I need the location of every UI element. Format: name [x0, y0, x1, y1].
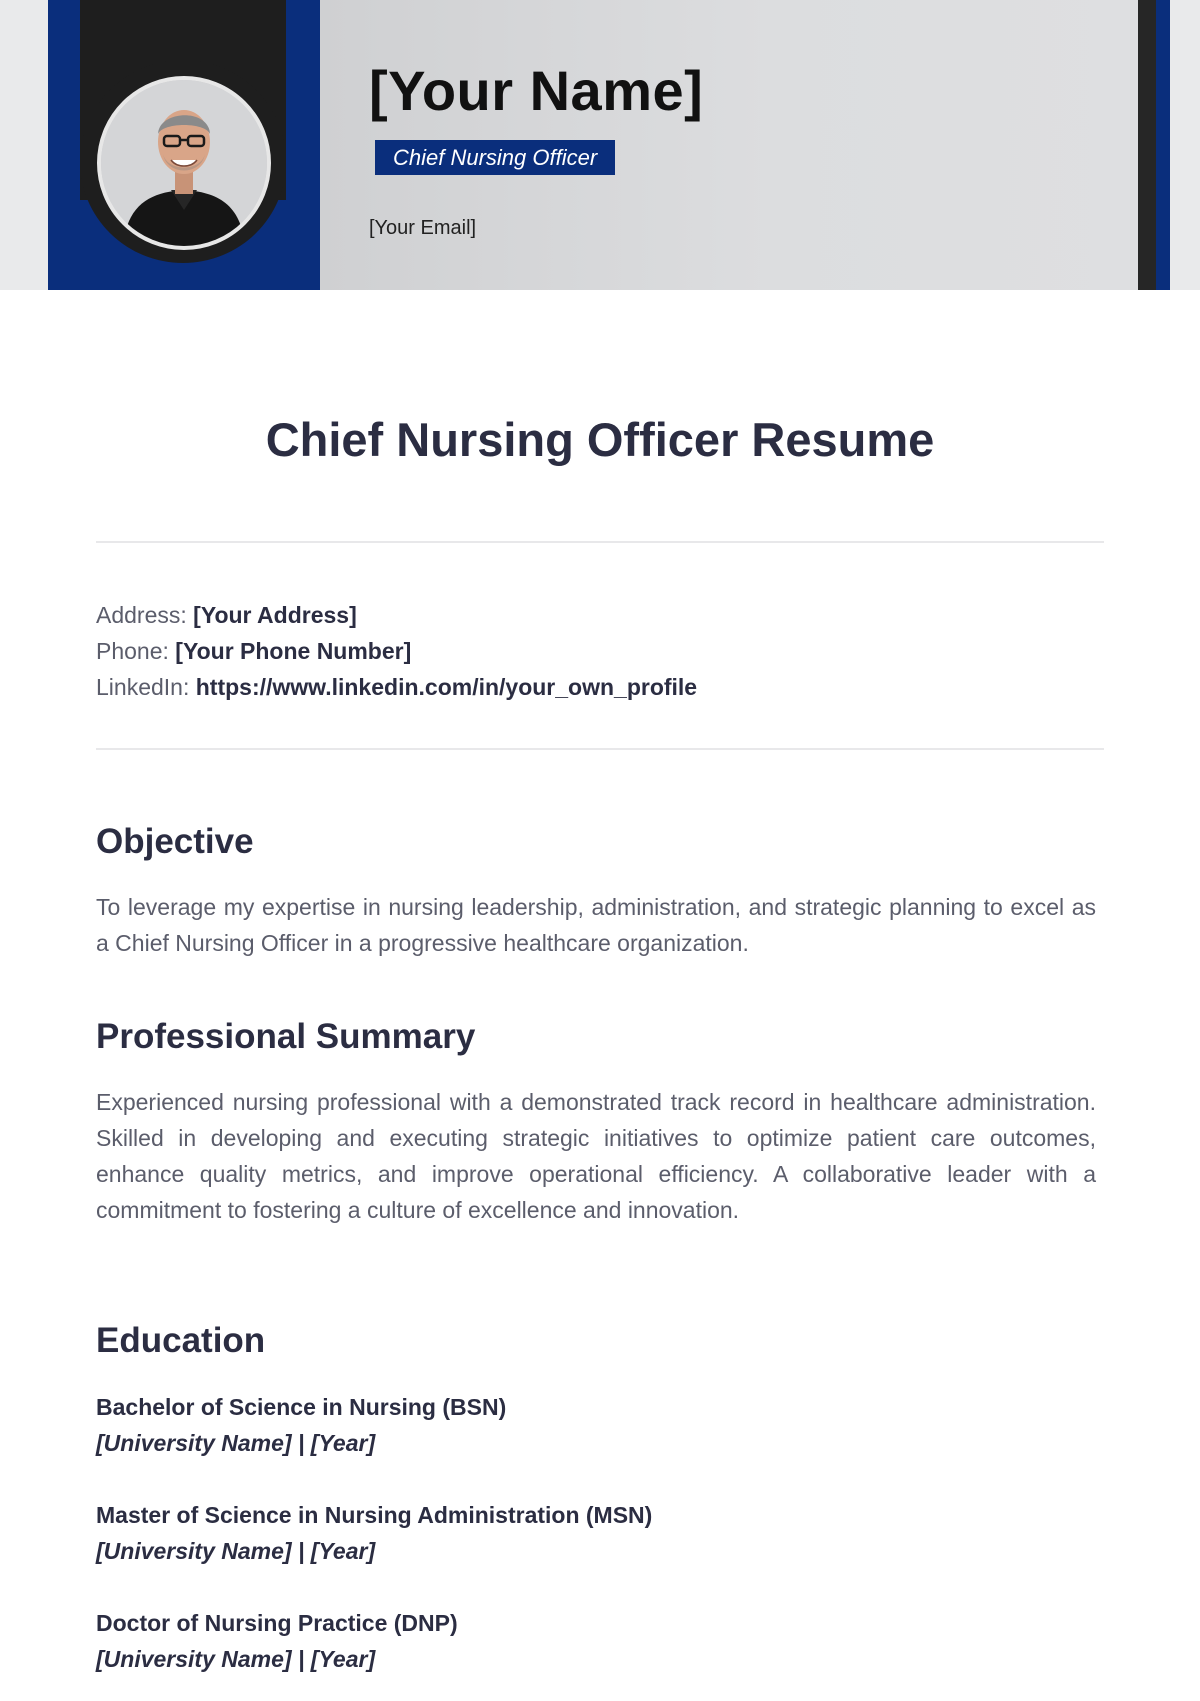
school-year: [University Name] | [Year] — [96, 1538, 376, 1564]
education-heading: Education — [96, 1321, 266, 1360]
address-label: Address: — [96, 602, 187, 628]
candidate-name: [Your Name] — [369, 59, 704, 122]
profile-photo — [97, 76, 271, 250]
divider — [96, 541, 1104, 543]
phone-line — [96, 633, 697, 669]
resume-header — [0, 0, 1200, 290]
job-title-badge: Chief Nursing Officer — [375, 140, 615, 175]
header-right-stripe-dark — [1138, 0, 1156, 290]
education-item — [96, 1389, 506, 1461]
phone-value: [Your Phone Number] — [175, 638, 412, 664]
school-year: [University Name] | [Year] — [96, 1430, 376, 1456]
document-title: Chief Nursing Officer Resume — [265, 413, 935, 466]
phone-label: Phone: — [96, 638, 169, 664]
header-right-stripe-blue — [1156, 0, 1170, 290]
person-avatar-icon — [101, 80, 267, 246]
objective-heading: Objective — [96, 822, 254, 861]
linkedin-line — [96, 669, 697, 705]
photo-area — [48, 0, 320, 290]
email-text: [Your Email] — [369, 217, 477, 239]
summary-text: Experienced nursing professional with a demonstrated track record in healthcare administration. Skilled in developing and executing strategic initiatives to optimize patient care outcomes, enhance quality metrics, and improve operational efficiency. A collaborative leader with a commitment to fostering a culture of excellence and innovation. — [96, 1089, 1096, 1223]
divider — [96, 748, 1104, 750]
linkedin-label: LinkedIn: — [96, 674, 190, 700]
degree-name: Master of Science in Nursing Administration (MSN) — [96, 1502, 653, 1528]
address-line — [96, 597, 697, 633]
degree-name: Bachelor of Science in Nursing (BSN) — [96, 1394, 507, 1420]
linkedin-link[interactable]: https://www.linkedin.com/in/your_own_profile — [195, 674, 698, 700]
summary-heading: Professional Summary — [96, 1017, 476, 1056]
education-item — [96, 1605, 458, 1677]
degree-name: Doctor of Nursing Practice (DNP) — [96, 1610, 458, 1636]
education-item — [96, 1497, 652, 1569]
contact-block — [96, 597, 697, 705]
school-year: [University Name] | [Year] — [96, 1646, 376, 1672]
address-value: [Your Address] — [193, 602, 357, 628]
objective-text: To leverage my expertise in nursing leadership, administration, and strategic planning to excel as a Chief Nursing Officer in a progressive healthcare organization. — [96, 894, 1096, 956]
